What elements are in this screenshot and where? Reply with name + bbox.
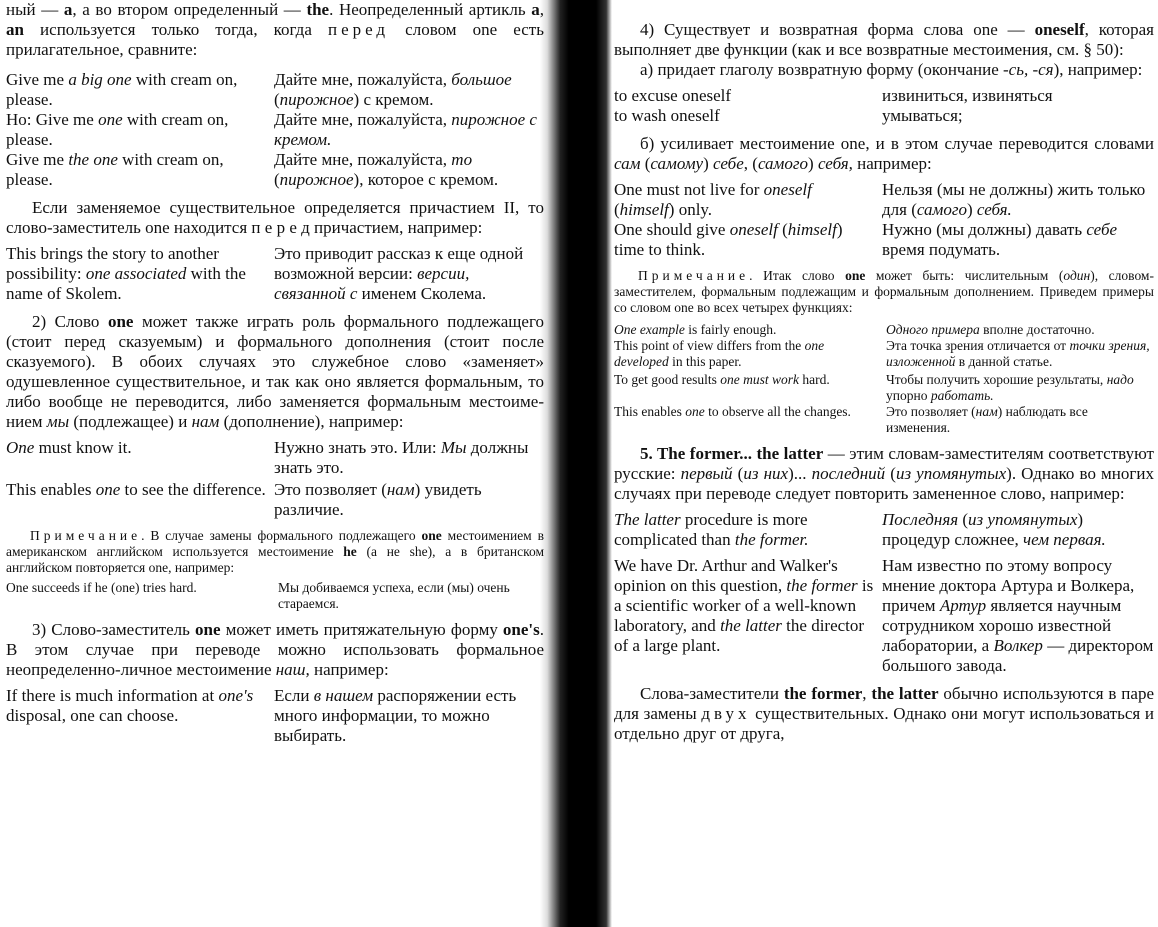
example-row: We have Dr. Arthur and Walker's opinion on this question, the former is a scientific worker of a well-known laboratory, and the latter the director of a large plant. Нам известно по этому вопросу мнение доктора Артура и Волкера, причем Артур является научным сотрудником хорошо известной лаборатории, а Волкер — директором большого завода. bbox=[614, 556, 1154, 675]
left-page bbox=[0, 0, 552, 927]
note-example-row: To get good results one must work hard. Чтобы получить хорошие результаты, надо упорно работать. bbox=[614, 372, 1134, 403]
example-row: The latter procedure is more complicated than the former. Последняя (из упомянутых) процедур сложнее, чем первая. bbox=[614, 510, 1106, 549]
note-2: Примечание. Итак слово one может быть: числительным (один), словом-заместителем, формальным подлежащим и формальным дополнением. Приведем примеры со словом one во всех четырех функциях: bbox=[614, 268, 1154, 315]
example-row: If there is much information at one's disposal, one can choose. Если в нашем распоряжении есть много информации, то можно выбирать. bbox=[6, 686, 517, 745]
right-page bbox=[602, 0, 1158, 927]
example-row: Give me a big one with cream on, please. Дайте мне, пожалуйста, большое (пирожное) с кремом. bbox=[6, 70, 512, 109]
paragraph-4a: а) придает глаголу возвратную форму (окончание -сь, -ся), например: bbox=[640, 60, 1143, 79]
example-row: This enables one to see the difference. Это позволяет (нам) увидеть различие. bbox=[6, 480, 482, 519]
paragraph-4: 4) Существует и возвратная форма слова one — oneself, которая выполняет две функции (как и все возвратные местоимения, см. § 50): bbox=[614, 20, 1154, 59]
paragraph-participle: Если заменяемое существительное определяется причастием II, то слово-заместитель one находится п е р е д причастием, например: bbox=[6, 198, 544, 237]
example-row: Но: Give me one with cream on, please. Дайте мне, пожалуйста, пирожное с кремом. bbox=[6, 110, 537, 149]
note-example-row: One succeeds if he (one) tries hard. Мы добиваемся успеха, если (мы) очень стараемся. bbox=[6, 580, 510, 611]
example-row: One must know it. Нужно знать это. Или: Мы должны знать это. bbox=[6, 438, 529, 477]
note-example-row: One example is fairly enough. Одного примера вполне достаточно. bbox=[614, 322, 1095, 337]
example-row: Give me the one with cream on, please. Дайте мне, пожалуйста, то (пирожное), которое с кремом. bbox=[6, 150, 499, 189]
paragraph-4b: б) усиливает местоимение one, и в этом случае переводится словами сам (самому) себе, (самого) себя, например: bbox=[614, 134, 1154, 173]
example-row: to wash oneself умываться; bbox=[614, 106, 963, 125]
paragraph-5: 5. The former... the latter — этим словам-заместителям соответствуют русские: первый (из них)... последний (из упомянутых). Однако во многих случаях при переводе следует повторить замененное слово, например: bbox=[614, 444, 1154, 503]
example-row: One should give oneself (himself) time to think. Нужно (мы должны) давать себе время подумать. bbox=[614, 220, 1118, 259]
paragraph-intro-end: ный — a, а во втором определенный — the. Неопределенный артикль a, an используется только тогда, когда перед словом one есть прилагательное, сравните: bbox=[6, 0, 545, 59]
note-example-row: This point of view differs from the one developed in this paper. Эта точка зрения отличается от точки зрения, изложенной в данной статье. bbox=[614, 338, 1150, 369]
example-row: This brings the story to another possibility: one associated with the name of Skolem. Это приводит рассказ к еще одной возможной версии: версии, связанной с именем Сколема. bbox=[6, 244, 524, 303]
paragraph-2: 2) Слово one может также играть роль формального подлежащего (стоит перед сказуемым) и формального дополнения (стоит после сказуемого). В обоих случаях это служебное слово «заменяет» одушевленное существительное, и так как оно является формальным, то либо вообще не переводится, либо заменяется формальным местоимением мы (подлежащее) и нам (дополнение), например: bbox=[6, 312, 544, 431]
example-row: to excuse oneself извиниться, извиняться bbox=[614, 86, 1053, 105]
note-1: Примечание. В случае замены формального подлежащего one местоимением в американском английском используется местоимение he (а не she), а в британском английском повторяется one, например: bbox=[6, 528, 545, 575]
example-row: One must not live for oneself (himself) only. Нельзя (мы не должны) жить только для (самого) себя. bbox=[614, 180, 1146, 219]
paragraph-3: 3) Слово-заместитель one может иметь притяжательную форму one's. В этом случае при переводе можно использовать формальное неопределенно-личное местоимение наш, например: bbox=[6, 620, 545, 679]
paragraph-final: Слова-заместители the former, the latter обычно используются в паре для замены двух существительных. Однако они могут использоваться и отдельно друг от друга, bbox=[614, 684, 1154, 743]
note-example-row: This enables one to observe all the changes. Это позволяет (нам) наблюдать все изменения. bbox=[614, 404, 1088, 435]
